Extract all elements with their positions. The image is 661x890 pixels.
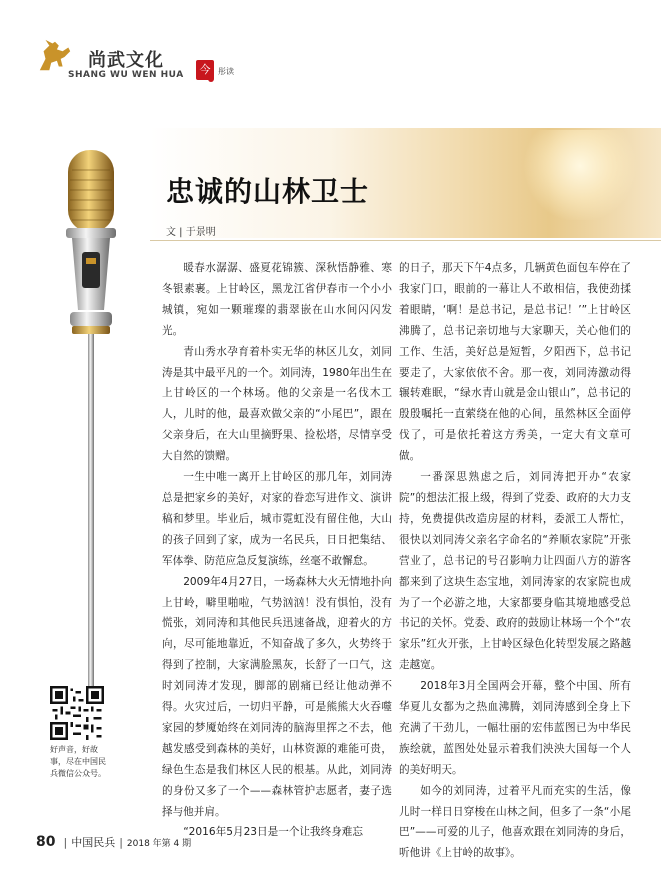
- article-title: 忠诚的山林卫士: [166, 175, 370, 208]
- paragraph: 暖春水潺潺、盛夏花锦簇、深秋悟静雅、寒冬银素裹。上甘岭区，黑龙江省伊春市一个小小城镇，宛如一颗璀璨的翡翠嵌在山水间闪闪发光。: [162, 262, 392, 337]
- paragraph: 2018年3月全国两会开幕，整个中国、所有华夏儿女都为之热血沸腾，刘同涛感到全身上下充满了干劲儿，一幅壮丽的宏伟蓝图已为中华民族绘就，蓝图处处显示着我们泱泱大国每一个人的美好明天。: [399, 680, 631, 776]
- paragraph: 一番深思熟虑之后，刘同涛把开办“农家院”的想法汇报上级，得到了党委、政府的大力支持，免费提供改造房屋的材料，委派工人帮忙，很快以刘同涛父亲名字命名的“养顺农家院”开张营业了，总书记的号召影响力让四面八方的游客都来到了这块生态宝地，刘同涛家的农家院也成为了一个必游之地，大家都要身临其境地感受总书记的关怀。党委、政府的鼓励让林场一个个“农家乐”红火开张，上甘岭区绿色化转型发展之路越走越宽。: [399, 471, 631, 672]
- paragraph: 青山秀水孕育着朴实无华的林区儿女，刘同涛是其中最平凡的一个。刘同涛，1980年出生在上甘岭区的一个林场。他的父亲是一名伐木工人，儿时的他，最喜欢做父亲的“小尾巴”，跟在父亲身后，在大山里摘野果、捡松塔，尽情享受大自然的馈赠。: [162, 345, 392, 463]
- paragraph: 一生中唯一离开上甘岭区的那几年，刘同涛总是把家乡的美好，对家的眷恋写进作文、演讲稿和梦里。毕业后，城市霓虹没有留住他，大山的孩子回到了家，成为一名民兵，日日把集结、军体拳、防范应急反复演练，丝毫不敢懈怠。: [162, 471, 392, 567]
- page-number: 80: [36, 834, 56, 850]
- article-byline: 文 | 于景明: [166, 227, 216, 238]
- byline-divider: [150, 240, 661, 241]
- section-title: 尚武文化: [88, 50, 164, 71]
- magazine-name: 中国民兵: [71, 836, 116, 849]
- footer-separator: |: [119, 836, 123, 849]
- paragraph: 的日子，那天下午4点多，几辆黄色面包车停在了我家门口，眼前的一幕让人不敢相信，我使劲揉着眼睛，‘啊！是总书记，是总书记！’”上甘岭区沸腾了，总书记亲切地与大家聊天，关心他们的工作、生活，美好总是短暂，夕阳西下，总书记要走了，大家依依不舍。那一夜，刘同涛激动得辗转难眠，“绿水青山就是金山银山”，总书记的殷殷嘱托一直萦绕在他的心间，虽然林区全面停伐了，可是依托着这方秀美，一定大有文章可做。: [399, 262, 631, 463]
- article-column-right: [399, 258, 631, 864]
- banner-glow: [520, 130, 640, 220]
- footer-separator: |: [63, 836, 68, 849]
- qr-code-icon: [50, 686, 104, 740]
- tag-dot: [208, 76, 214, 82]
- qr-caption: 好声音，好故事，尽在中国民兵微信公众号。: [50, 745, 106, 778]
- section-subtitle: SHANG WU WEN HUA: [68, 70, 184, 80]
- article-column-left: [162, 258, 392, 843]
- microphone-icon: [50, 140, 140, 740]
- column-tag-badge: 今: [196, 60, 214, 80]
- paragraph: “2016年5月23日是一个让我终身难忘: [183, 826, 363, 839]
- paragraph: 2009年4月27日，一场森林大火无情地扑向上甘岭，噼里啪啦，气势汹汹！没有惧怕，没有慌张，刘同涛和其他民兵迅速备战，迎着火的方向，尽可能地靠近，不知奋战了多久，火势终于得到了控制，大家满脸黑灰，长舒了一口气，这时刘同涛才发现，脚部的剧痛已经让他动弹不得。火灾过后，一切归平静，可是熊熊大火吞噬家园的梦魇始终在刘同涛的脑海里挥之不去，他越发感受到森林的美好，山林资源的难能可贵，绿色生态是我们林区人民的根基。从此，刘同涛的身份又多了一个——森林管护志愿者，妻子选择与他并肩。: [162, 575, 392, 818]
- column-tag-label: 彤读: [218, 67, 234, 76]
- page-footer: [36, 834, 191, 850]
- paragraph: 如今的刘同涛，过着平凡而充实的生活，像儿时一样日日穿梭在山林之间，但多了一条“小尾巴”——可爱的儿子，他喜欢跟在刘同涛的身后，听他讲《上甘岭的故事》。: [399, 784, 631, 860]
- issue-label: 2018 年第 4 期: [126, 839, 192, 849]
